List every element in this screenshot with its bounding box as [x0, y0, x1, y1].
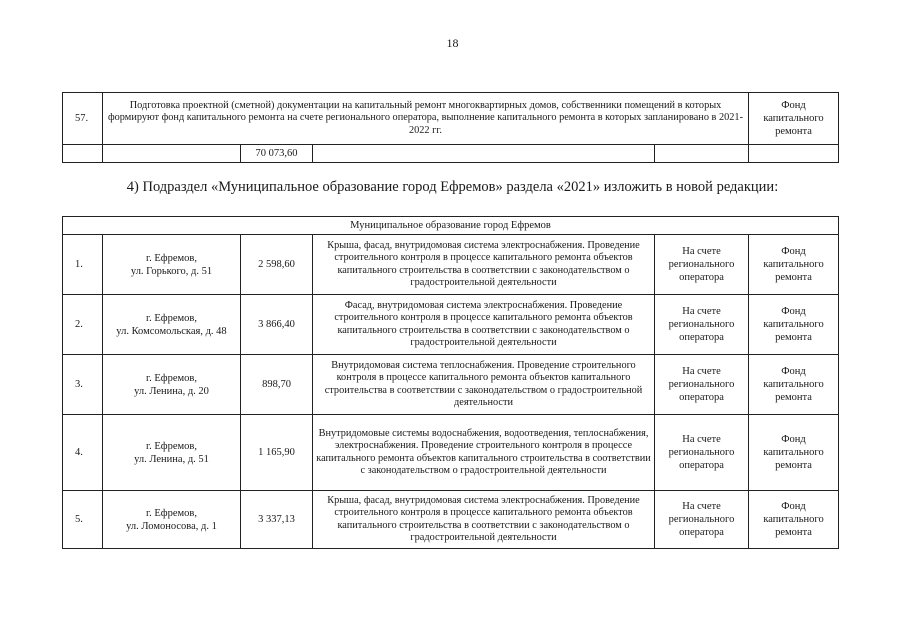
previous-section-table: [62, 92, 839, 163]
address-city: г. Ефремов,: [146, 252, 197, 264]
total-amount: 70 073,60: [241, 145, 313, 163]
work-description: Внутридомовые системы водоснабжения, водоотведения, теплоснабжения, электроснабжения. Проведение строительного контроля в процессе капитального ремонта объектов капитального строительства в соответствии с законодательством о градостроительной деятельности: [313, 415, 655, 491]
row-number: 2.: [63, 295, 103, 355]
funding-source: Фонд капитального ремонта: [749, 491, 839, 549]
work-description: Внутридомовая система теплоснабжения. Проведение строительного контроля в процессе капитального ремонта объектов капитального строительства в соответствии с законодательством о градостроительной деятельности: [313, 355, 655, 415]
total-row: [63, 145, 839, 163]
row-number: 5.: [63, 491, 103, 549]
account-type: На счете регионального оператора: [655, 295, 749, 355]
cost-amount: 3 337,13: [241, 491, 313, 549]
row-number: 3.: [63, 355, 103, 415]
address-cell: [103, 491, 241, 549]
address-street: ул. Ленина, д. 51: [134, 453, 209, 465]
empty-cell: [103, 145, 241, 163]
cost-amount: 898,70: [241, 355, 313, 415]
funding-source: Фонд капитального ремонта: [749, 415, 839, 491]
empty-cell: [63, 145, 103, 163]
address-street: ул. Комсомольская, д. 48: [116, 325, 227, 337]
table-row: [63, 93, 839, 145]
table-row: [63, 415, 839, 491]
section-heading: 4) Подраздел «Муниципальное образование город Ефремов» раздела «2021» изложить в новой редакции:: [126, 179, 779, 195]
cost-amount: 2 598,60: [241, 235, 313, 295]
section-title-row: [63, 217, 839, 235]
efremov-table: [62, 216, 839, 549]
account-type: На счете регионального оператора: [655, 235, 749, 295]
empty-cell: [655, 145, 749, 163]
funding-source: Фонд капитального ремонта: [749, 295, 839, 355]
address-city: г. Ефремов,: [146, 372, 197, 384]
address-street: ул. Горького, д. 51: [130, 265, 213, 277]
row-description: Подготовка проектной (сметной) документации на капитальный ремонт многоквартирных домов, собственники помещений в которых формируют фонд капитального ремонта на счете регионального оператора, выполнение капитального ремонта в которых запланировано в 2021-2022 гг.: [103, 93, 749, 145]
table-row: [63, 295, 839, 355]
address-cell: [103, 295, 241, 355]
section-title: Муниципальное образование город Ефремов: [63, 217, 839, 235]
empty-cell: [749, 145, 839, 163]
table-row: [63, 355, 839, 415]
address-cell: [103, 355, 241, 415]
cost-amount: 1 165,90: [241, 415, 313, 491]
address-cell: [103, 415, 241, 491]
address-city: г. Ефремов,: [146, 440, 197, 452]
address-street: ул. Ломоносова, д. 1: [126, 520, 217, 532]
row-number: 4.: [63, 415, 103, 491]
address-city: г. Ефремов,: [146, 507, 197, 519]
funding-source: Фонд капитального ремонта: [749, 235, 839, 295]
row-number: 1.: [63, 235, 103, 295]
row-number: 57.: [63, 93, 103, 145]
empty-cell: [313, 145, 655, 163]
work-description: Крыша, фасад, внутридомовая система электроснабжения. Проведение строительного контроля в процессе капитального ремонта объектов капитального строительства в соответствии с законодательством о градостроительной деятельности: [313, 491, 655, 549]
account-type: На счете регионального оператора: [655, 415, 749, 491]
funding-source: Фонд капитального ремонта: [749, 355, 839, 415]
work-description: Крыша, фасад, внутридомовая система электроснабжения. Проведение строительного контроля в процессе капитального ремонта объектов капитального строительства в соответствии с законодательством о градостроительной деятельности: [313, 235, 655, 295]
address-cell: [103, 235, 241, 295]
page-number: 18: [446, 36, 459, 50]
funding-source: Фонд капитального ремонта: [749, 93, 839, 145]
account-type: На счете регионального оператора: [655, 355, 749, 415]
cost-amount: 3 866,40: [241, 295, 313, 355]
address-street: ул. Ленина, д. 20: [134, 385, 209, 397]
address-city: г. Ефремов,: [146, 312, 197, 324]
table-row: [63, 491, 839, 549]
work-description: Фасад, внутридомовая система электроснабжения. Проведение строительного контроля в процессе капитального ремонта объектов капитального строительства в соответствии с законодательством о градостроительной деятельности: [313, 295, 655, 355]
account-type: На счете регионального оператора: [655, 491, 749, 549]
table-row: [63, 235, 839, 295]
